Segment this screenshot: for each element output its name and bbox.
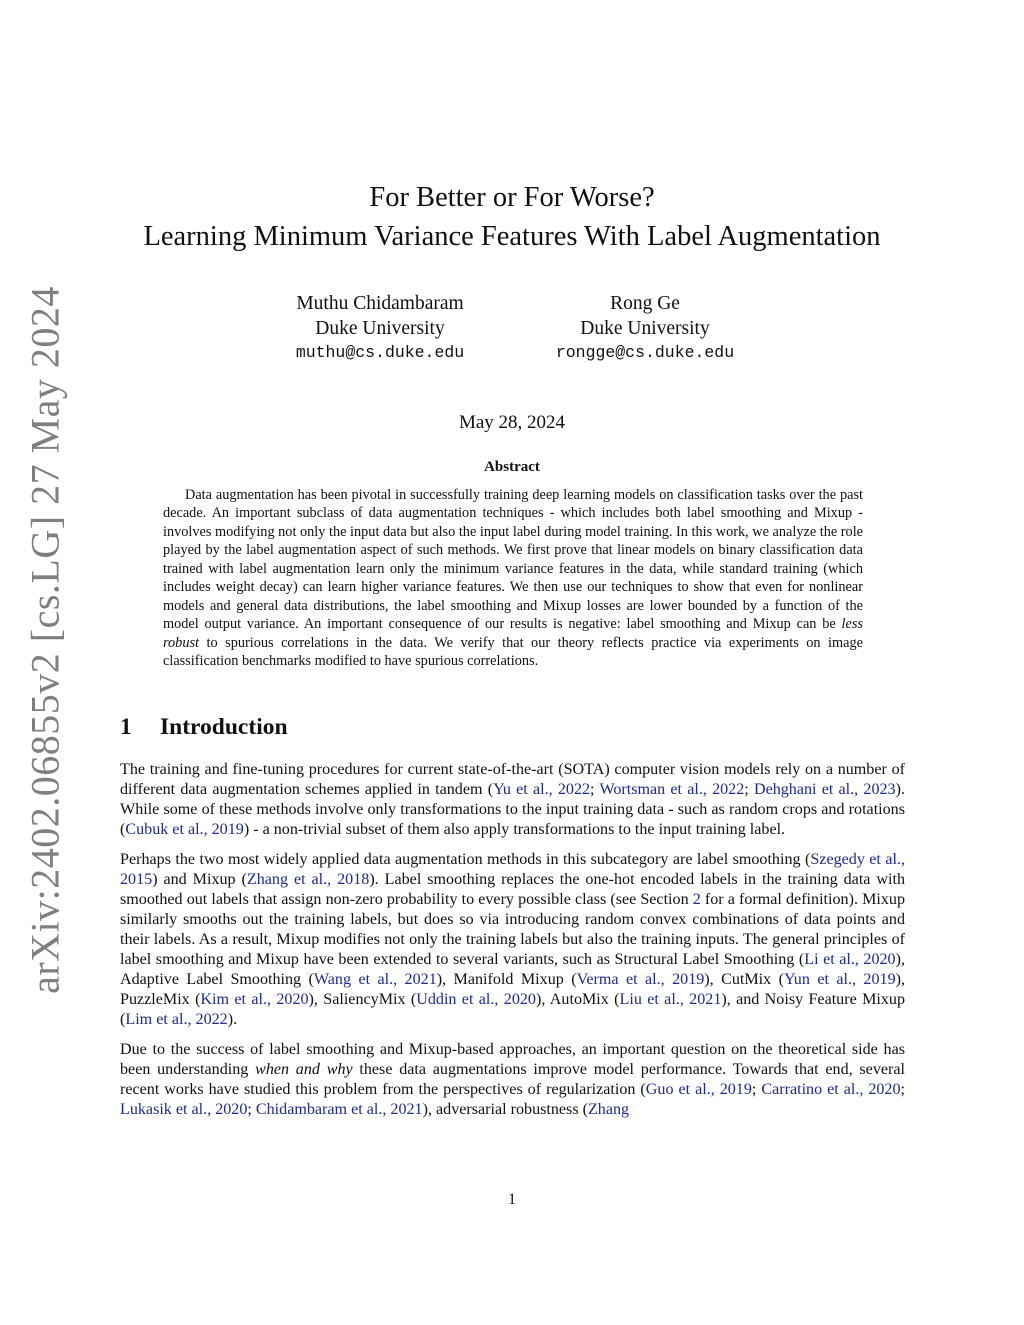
section-number: 1 [120, 714, 132, 740]
paper-title [100, 178, 924, 256]
author-name: Muthu Chidambaram [296, 293, 464, 314]
citation-link[interactable]: Carratino et al., 2020 [761, 1081, 901, 1098]
author-block-2 [530, 292, 760, 366]
citation-link[interactable]: Verma et al., 2019 [576, 971, 705, 988]
publication-date: May 28, 2024 [458, 412, 566, 433]
citation-link[interactable]: Dehghani et al., 2023 [753, 781, 896, 798]
introduction-body [120, 760, 905, 1130]
title-line-2: Learning Minimum Variance Features With Label Augmentation [143, 221, 881, 252]
title-line-1: For Better or For Worse? [369, 182, 655, 213]
abstract-text [163, 486, 863, 671]
author-affiliation: Duke University [580, 317, 710, 339]
citation-link[interactable]: Zhang [587, 1101, 630, 1118]
abstract-emphasis: less robust [163, 616, 863, 651]
author-email[interactable]: muthu@cs.duke.edu [295, 343, 465, 362]
citation-link[interactable]: Kim et al., 2020 [200, 991, 309, 1008]
paragraph-1: The training and fine-tuning procedures for current state-of-the-art (SOTA) computer vision models rely on a number of different data augmentation schemes applied in tandem (Yu et al., 2022; Wortsman et al., 2022; Dehghani et al., 2023). While some of these methods involve only transformations to the input training data - such as random crops and rotations (Cubuk et al., 2019) - a non-trivial subset of them also apply transformations to the input training label. [120, 761, 905, 838]
citation-link[interactable]: Liu et al., 2021 [619, 991, 722, 1008]
citation-link[interactable]: Cubuk et al., 2019 [125, 821, 244, 838]
citation-link[interactable]: Wang et al., 2021 [313, 971, 437, 988]
author-affiliation: Duke University [315, 317, 445, 339]
citation-link[interactable]: Chidambaram et al., 2021 [255, 1101, 423, 1118]
citation-link[interactable]: Guo et al., 2019 [645, 1081, 752, 1098]
arxiv-identifier: arXiv:2402.06855v2 [cs.LG] 27 May 2024 [22, 286, 68, 994]
citation-link[interactable]: Yun et al., 2019 [783, 971, 896, 988]
section-reference-link[interactable]: 2 [692, 891, 701, 908]
abstract-heading: Abstract [484, 459, 540, 475]
citation-link[interactable]: Yu et al., 2022 [493, 781, 591, 798]
author-name: Rong Ge [610, 293, 680, 314]
citation-link[interactable]: Lim et al., 2022 [125, 1011, 228, 1028]
section-heading [120, 714, 288, 741]
abstract-part-2: to spurious correlations in the data. We verify that our theory reflects practice via experiments on image classification benchmarks modified to have spurious correlations. [163, 634, 863, 670]
citation-link[interactable]: Zhang et al., 2018 [246, 871, 370, 888]
citation-link[interactable]: Uddin et al., 2020 [416, 991, 536, 1008]
citation-link[interactable]: Lukasik et al., 2020 [120, 1101, 248, 1118]
page-number: 1 [508, 1191, 516, 1208]
section-title: Introduction [160, 714, 288, 740]
citation-link[interactable]: Wortsman et al., 2022 [599, 781, 745, 798]
emphasis: when and why [255, 1061, 353, 1078]
citation-link[interactable]: Li et al., 2020 [804, 951, 896, 968]
paragraph-2: Perhaps the two most widely applied data augmentation methods in this subcategory are label smoothing (Szegedy et al., 2015) and Mixup (Zhang et al., 2018). Label smoothing replaces the one-hot encoded labels in the training data with smoothed out labels that assign non-zero probability to every possible class (see Section 2 for a formal definition). Mixup similarly smooths out the training labels, but does so via introducing random convex combinations of data points and their labels. As a result, Mixup modifies not only the training labels but also the training inputs. The general principles of label smoothing and Mixup have been extended to several variants, such as Structural Label Smoothing (Li et al., 2020), Adaptive Label Smoothing (Wang et al., 2021), Manifold Mixup (Verma et al., 2019), CutMix (Yun et al., 2019), PuzzleMix (Kim et al., 2020), SaliencyMix (Uddin et al., 2020), AutoMix (Liu et al., 2021), and Noisy Feature Mixup (Lim et al., 2022). [120, 851, 906, 1028]
author-email[interactable]: rongge@cs.duke.edu [555, 343, 735, 362]
author-block-1 [260, 292, 500, 366]
citation-link[interactable]: Szegedy et al., 2015 [120, 851, 905, 888]
paragraph-3: Due to the success of label smoothing and Mixup-based approaches, an important question on the theoretical side has been understanding when and why these data augmentations improve model performance. Towards that end, several recent works have studied this problem from the perspectives of regularization (Guo et al., 2019; Carratino et al., 2020; Lukasik et al., 2020; Chidambaram et al., 2021), adversarial robustness (Zhang [120, 1041, 906, 1118]
abstract-part-1: Data augmentation has been pivotal in successfully training deep learning models on classification tasks over the past decade. An important subclass of data augmentation techniques - which includes both label smoothing and Mixup - involves modifying not only the input data but also the input label during model training. In this work, we analyze the role played by the label augmentation aspect of such methods. We first prove that linear models on binary classification data trained with label augmentation learn only the minimum variance features in the data, while standard training (which includes weight decay) can learn higher variance features. We then use our techniques to show that even for nonlinear models and general data distributions, the label smoothing and Mixup losses are lower bounded by a function of the model output variance. An important consequence of our results is negative: label smoothing and Mixup can be [163, 487, 864, 633]
